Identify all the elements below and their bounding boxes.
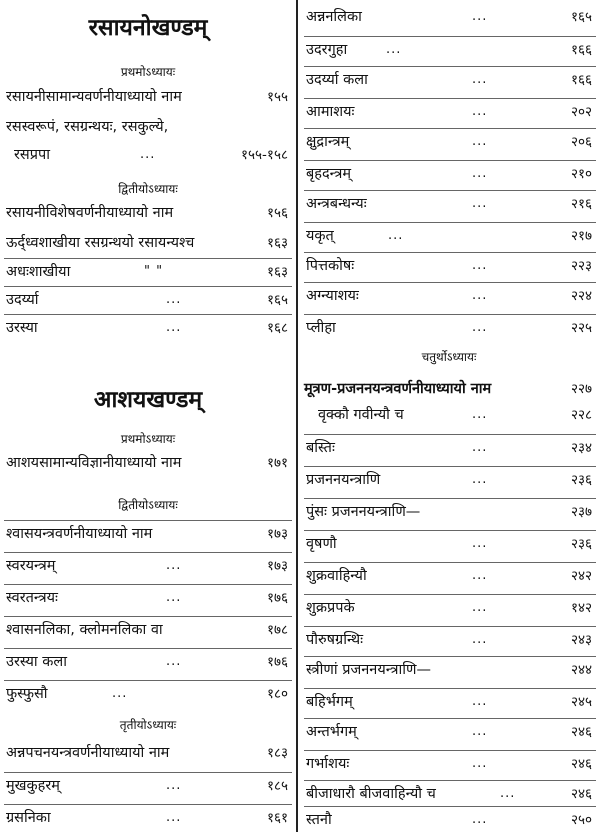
entry-page: २३६: [570, 472, 592, 488]
entry-page: २३४: [570, 440, 592, 456]
entry-title: ग्रसनिका: [6, 810, 51, 826]
entry-page: २४२: [570, 568, 592, 584]
entry-title: रसायनीसामान्यवर्णनीयाध्यायो नाम: [6, 89, 182, 105]
toc-entry: [4, 552, 292, 577]
entry-page: १८५: [266, 778, 288, 794]
entry-ditto: " ": [144, 264, 164, 279]
entry-title: यकृत्: [306, 228, 334, 244]
entry-title: फुस्फुसौ: [6, 686, 48, 702]
entry-title: प्लीहा: [306, 320, 336, 336]
chapter-heading-2: द्वितीयोऽध्यायः: [118, 182, 178, 196]
entry-dots: ...: [472, 600, 488, 615]
entry-page: २१६: [570, 196, 592, 212]
entry-page: १४२: [570, 600, 592, 616]
chapter-heading-2: द्वितीयोऽध्यायः: [118, 498, 178, 512]
entry-dots: ...: [472, 104, 488, 119]
toc-entry: [304, 128, 596, 153]
entry-title: अन्नपचनयन्त्रवर्णनीयाध्यायो नाम: [6, 745, 170, 761]
toc-entry: [304, 4, 596, 28]
toc-entry: [4, 200, 292, 224]
toc-entry: [304, 98, 596, 123]
entry-title: आशयसामान्यविज्ञानीयाध्यायो नाम: [6, 455, 182, 471]
entry-title: रसायनीविशेषवर्णनीयाध्यायो नाम: [6, 205, 174, 221]
entry-page: १८३: [266, 745, 288, 761]
entry-title: स्वरयन्त्रम्: [6, 558, 56, 574]
toc-entry: [304, 466, 596, 491]
entry-page: २४६: [570, 724, 592, 740]
entry-dots: ...: [472, 472, 488, 487]
entry-title: स्त्रीणां प्रजननयन्त्राणि—: [306, 662, 431, 678]
entry-title: उदरगुहा: [306, 42, 348, 58]
entry-title: अन्त्रबन्धन्यः: [306, 196, 367, 212]
entry-dots: ...: [166, 320, 182, 335]
entry-page: २४३: [570, 632, 592, 648]
entry-page: २३७: [570, 504, 592, 520]
toc-entry: [304, 282, 596, 307]
entry-dots: ...: [472, 407, 488, 422]
entry-dots: ...: [472, 756, 488, 771]
toc-entry: [304, 688, 596, 713]
toc-entry: [304, 806, 596, 831]
toc-entry: [4, 520, 292, 545]
entry-page: १६३: [266, 235, 288, 251]
toc-entry: [304, 160, 596, 185]
entry-page: १६५: [570, 9, 592, 25]
entry-title: स्वरतन्त्रयः: [6, 590, 58, 606]
toc-entry: [304, 252, 596, 277]
entry-title: रसस्वरूपं, रसग्रन्थयः, रसकुल्ये,: [6, 119, 169, 135]
chapter-heading-3: तृतीयोऽध्यायः: [119, 718, 177, 732]
section-title-ashaya: आशयखण्डम्: [93, 386, 203, 413]
entry-dots: ...: [166, 292, 182, 307]
entry-dots: ...: [500, 786, 516, 801]
entry-title: अग्न्याशयः: [306, 288, 359, 304]
entry-title: उदर्य्या कला: [306, 72, 368, 88]
toc-entry: [4, 230, 292, 254]
entry-title: क्षुद्रान्त्रम्: [306, 134, 350, 150]
entry-page: २२५: [570, 320, 592, 336]
toc-entry: [4, 314, 292, 339]
entry-page: १७६: [266, 590, 288, 606]
entry-title: रसप्रपा: [14, 147, 50, 163]
entry-dots: ...: [112, 686, 128, 701]
entry-page: २२४: [570, 288, 592, 304]
toc-entry: [4, 114, 292, 138]
toc-entry: [304, 402, 596, 426]
entry-title: पुंसः प्रजननयन्त्राणि—: [306, 504, 421, 520]
toc-entry: [304, 562, 596, 587]
toc-entry: [4, 258, 292, 283]
toc-entry: [4, 740, 292, 764]
entry-title: स्तनौ: [306, 812, 332, 828]
entry-dots: ...: [472, 196, 488, 211]
toc-entry: [304, 626, 596, 651]
entry-page: २२७: [570, 381, 592, 397]
entry-page: २४५: [570, 694, 592, 710]
entry-title: शुक्रवाहिन्यौ: [306, 568, 367, 584]
entry-title: श्वासनलिका, क्लोमनलिका वा: [6, 622, 163, 638]
entry-title: श्वासयन्त्रवर्णनीयाध्यायो नाम: [6, 526, 153, 542]
entry-page: १७३: [266, 558, 288, 574]
entry-title: बस्तिः: [306, 440, 335, 456]
entry-dots: ...: [472, 812, 488, 827]
entry-dots: ...: [472, 134, 488, 149]
toc-entry: [304, 376, 596, 400]
entry-dots: ...: [472, 536, 488, 551]
entry-title: अन्तर्भगम्: [306, 724, 357, 740]
entry-dots: ...: [388, 228, 404, 243]
entry-page: १६३: [266, 264, 288, 280]
toc-entry: [4, 84, 292, 108]
entry-dots: ...: [472, 632, 488, 647]
toc-entry: [304, 718, 596, 743]
toc-entry: [304, 66, 596, 91]
entry-dots: ...: [386, 42, 402, 57]
toc-entry: [304, 594, 596, 619]
entry-page: २१०: [570, 166, 592, 182]
toc-entry: [304, 498, 596, 523]
entry-page: १६६: [570, 42, 592, 58]
entry-dots: ...: [472, 440, 488, 455]
entry-dots: ...: [472, 694, 488, 709]
entry-page: २२८: [570, 407, 592, 423]
entry-page: १५६: [266, 205, 288, 221]
toc-entry: [4, 648, 292, 673]
entry-page: १६५: [266, 292, 288, 308]
entry-page: २१७: [570, 228, 592, 244]
entry-dots: ...: [472, 320, 488, 335]
entry-title: आमाशयः: [306, 104, 355, 120]
entry-dots: ...: [166, 778, 182, 793]
chapter-heading-1: प्रथमोऽध्यायः: [120, 432, 176, 446]
entry-title: शुक्रप्रपके: [306, 600, 355, 616]
entry-title: बीजाधारौ बीजवाहिन्यौ च: [306, 786, 436, 802]
toc-entry: [4, 142, 292, 166]
toc-entry: [304, 190, 596, 215]
entry-dots: ...: [140, 147, 156, 162]
entry-page: १६१: [266, 810, 288, 826]
entry-title: मूत्रण-प्रजननयन्त्रवर्णनीयाध्यायो नाम: [304, 381, 492, 397]
entry-dots: ...: [166, 654, 182, 669]
toc-entry: [304, 314, 596, 339]
toc-entry: [304, 434, 596, 459]
entry-page: १७३: [266, 526, 288, 542]
entry-title: उदर्य्या: [6, 292, 39, 308]
entry-page: १५५-१५८: [241, 147, 288, 163]
toc-entry: [304, 656, 596, 681]
entry-title: वृषणौ: [306, 536, 337, 552]
toc-entry: [304, 780, 596, 805]
entry-title: बृहदन्त्रम्: [306, 166, 352, 182]
toc-entry: [4, 616, 292, 641]
entry-title: उरस्या: [6, 320, 38, 336]
entry-dots: ...: [472, 288, 488, 303]
toc-entry: [304, 750, 596, 775]
entry-page: २४६: [570, 756, 592, 772]
entry-dots: ...: [166, 810, 182, 825]
toc-entry: [304, 36, 596, 61]
entry-dots: ...: [472, 258, 488, 273]
entry-dots: ...: [472, 72, 488, 87]
toc-entry: [4, 680, 292, 705]
entry-title: बहिर्भगम्: [306, 694, 353, 710]
toc-entry: [4, 584, 292, 609]
column-divider: [296, 0, 298, 832]
entry-page: १६८: [266, 320, 288, 336]
entry-page: २४४: [570, 662, 592, 678]
entry-dots: ...: [472, 9, 488, 24]
entry-dots: ...: [472, 724, 488, 739]
chapter-heading-4: चतुर्थोऽध्यायः: [421, 350, 477, 364]
toc-entry: [304, 222, 596, 247]
entry-title: पौरुषग्रन्थिः: [306, 632, 364, 648]
entry-page: २०२: [570, 104, 592, 120]
entry-page: २२३: [570, 258, 592, 274]
entry-page: १७८: [266, 622, 288, 638]
toc-entry: [4, 772, 292, 797]
entry-page: २०६: [570, 134, 592, 150]
entry-dots: ...: [472, 166, 488, 181]
entry-page: २५०: [570, 812, 592, 828]
entry-page: १५५: [266, 89, 288, 105]
entry-page: १७६: [266, 654, 288, 670]
entry-title: ऊर्द्ध्वशाखीया रसग्रन्थयो रसायन्यश्च: [6, 235, 195, 251]
entry-title: मुखकुहरम्: [6, 778, 60, 794]
entry-page: १७१: [266, 455, 288, 471]
entry-title: गर्भाशयः: [306, 756, 350, 772]
entry-page: २४६: [570, 786, 592, 802]
entry-title: अन्ननलिका: [306, 9, 362, 25]
entry-title: प्रजननयन्त्राणि: [306, 472, 381, 488]
section-title-rasayani: रसायनोखण्डम्: [88, 14, 208, 41]
entry-dots: ...: [166, 590, 182, 605]
entry-dots: ...: [166, 558, 182, 573]
toc-entry: [304, 530, 596, 555]
entry-title: अधःशाखीया: [6, 264, 71, 280]
toc-entry: [4, 450, 292, 474]
chapter-heading-1: प्रथमोऽध्यायः: [120, 65, 176, 79]
entry-title: पित्तकोषः: [306, 258, 355, 274]
toc-entry: [4, 286, 292, 311]
entry-page: २३६: [570, 536, 592, 552]
entry-title: उरस्या कला: [6, 654, 68, 670]
entry-title: वृक्कौ गवीन्यौ च: [318, 407, 404, 423]
entry-page: १८०: [266, 686, 288, 702]
toc-entry: [4, 804, 292, 829]
entry-page: १६६: [570, 72, 592, 88]
entry-dots: ...: [472, 568, 488, 583]
